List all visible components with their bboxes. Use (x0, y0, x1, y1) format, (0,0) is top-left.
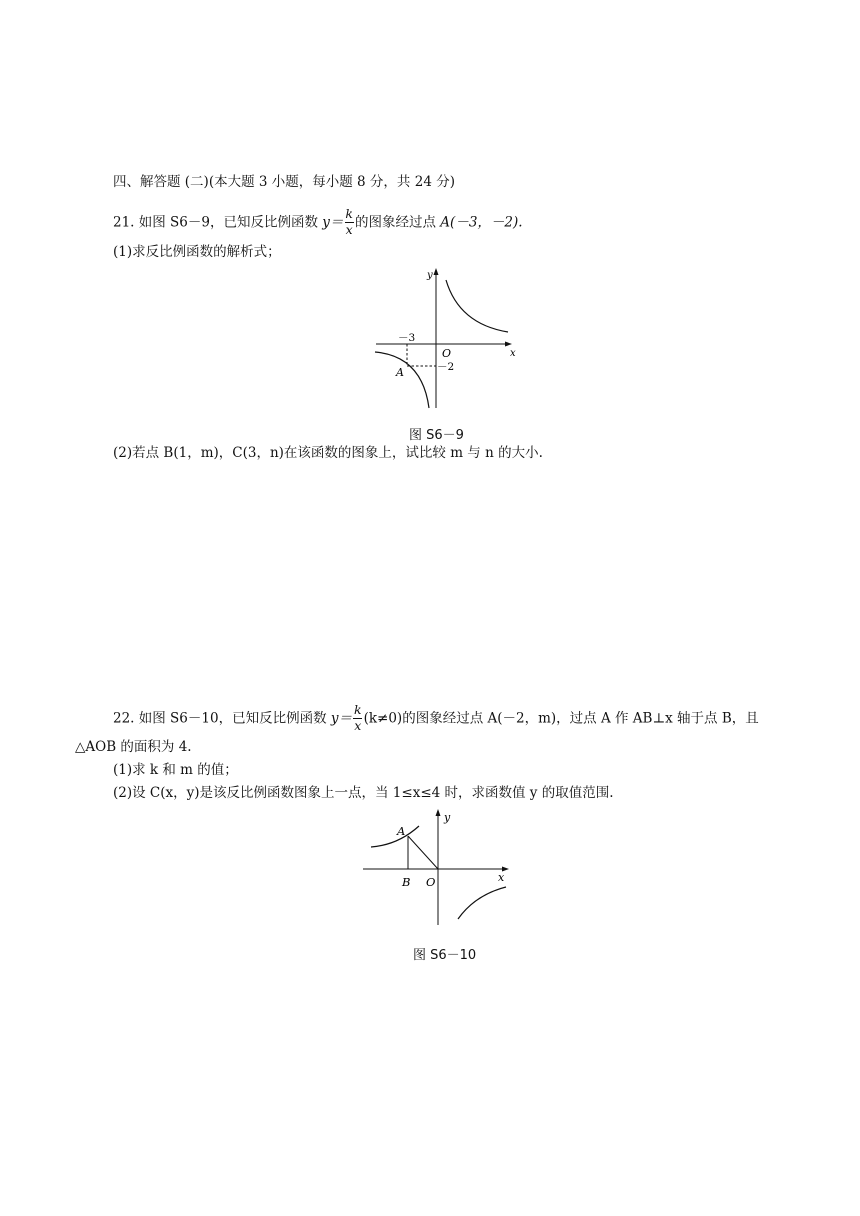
figure-s6-9 (372, 266, 522, 411)
fig9-label-x: x (510, 348, 516, 359)
q22-stem (113, 702, 759, 733)
fig10-label-a: A (397, 824, 406, 838)
section-header: 四、解答题 (二)(本大题 3 小题，每小题 8 分，共 24 分) (113, 174, 455, 190)
fig9-y-arrow (434, 268, 439, 275)
q22-frac-den: x (354, 717, 362, 733)
q21-part2: (2)若点 B(1，m)，C(3，n)在该函数的图象上，试比较 m 与 n 的大小. (113, 445, 543, 461)
fig9-curve-q3 (375, 352, 429, 408)
q22-frac-num: k (354, 702, 362, 717)
q21-frac-num: k (345, 206, 353, 221)
fig9-label-y: y (427, 270, 433, 281)
q21-part1: (1)求反比例函数的解析式； (113, 244, 281, 260)
q22-fraction (353, 704, 363, 732)
fig9-curve-q1 (446, 280, 508, 332)
q21-stem (113, 206, 523, 237)
fig9-x-arrow (505, 342, 512, 347)
fig10-curve-q2 (371, 826, 419, 847)
q21-frac-den: x (345, 221, 353, 237)
fig10-label-y: y (444, 811, 451, 824)
q22-stem-b: 的图象经过点 A(－2，m)，过点 A 作 AB⊥x 轴于点 B，且 (402, 710, 759, 727)
fig10-label-o: O (426, 875, 436, 889)
fig9-label-a: A (396, 366, 404, 379)
fig10-label-x: x (498, 871, 505, 884)
q21-fraction (344, 208, 354, 236)
fig10-y-arrow (436, 809, 441, 816)
q21-point: A(－3，－2). (440, 214, 523, 231)
fig10-curve-q4 (458, 887, 506, 919)
figure-s6-10 (360, 807, 515, 927)
q21-stem-b: 的图象经过点 (355, 214, 441, 231)
fig9-label-neg3: －3 (398, 332, 416, 344)
q22-condition: (k≠0) (363, 710, 403, 727)
figure-s6-10-caption: 图 S6－10 (413, 948, 477, 963)
q21-y-equals: y＝ (322, 214, 344, 231)
fig9-label-o: O (442, 347, 452, 360)
q22-part2: (2)设 C(x，y)是该反比例函数图象上一点，当 1≤x≤4 时，求函数值 y 的取值范围. (113, 785, 614, 801)
fig9-label-neg2: －2 (437, 361, 455, 373)
q22-stem-continued: △AOB 的面积为 4. (75, 739, 192, 755)
fig10-label-b: B (402, 875, 411, 889)
fig10-segment-ao (408, 836, 438, 869)
q22-part1: (1)求 k 和 m 的值； (113, 762, 238, 778)
q22-y-equals: y＝ (330, 710, 352, 727)
q21-stem-a: 21. 如图 S6－9，已知反比例函数 (113, 214, 323, 231)
q22-stem-a: 22. 如图 S6－10，已知反比例函数 (113, 710, 331, 727)
figure-s6-9-caption: 图 S6－9 (409, 428, 464, 443)
